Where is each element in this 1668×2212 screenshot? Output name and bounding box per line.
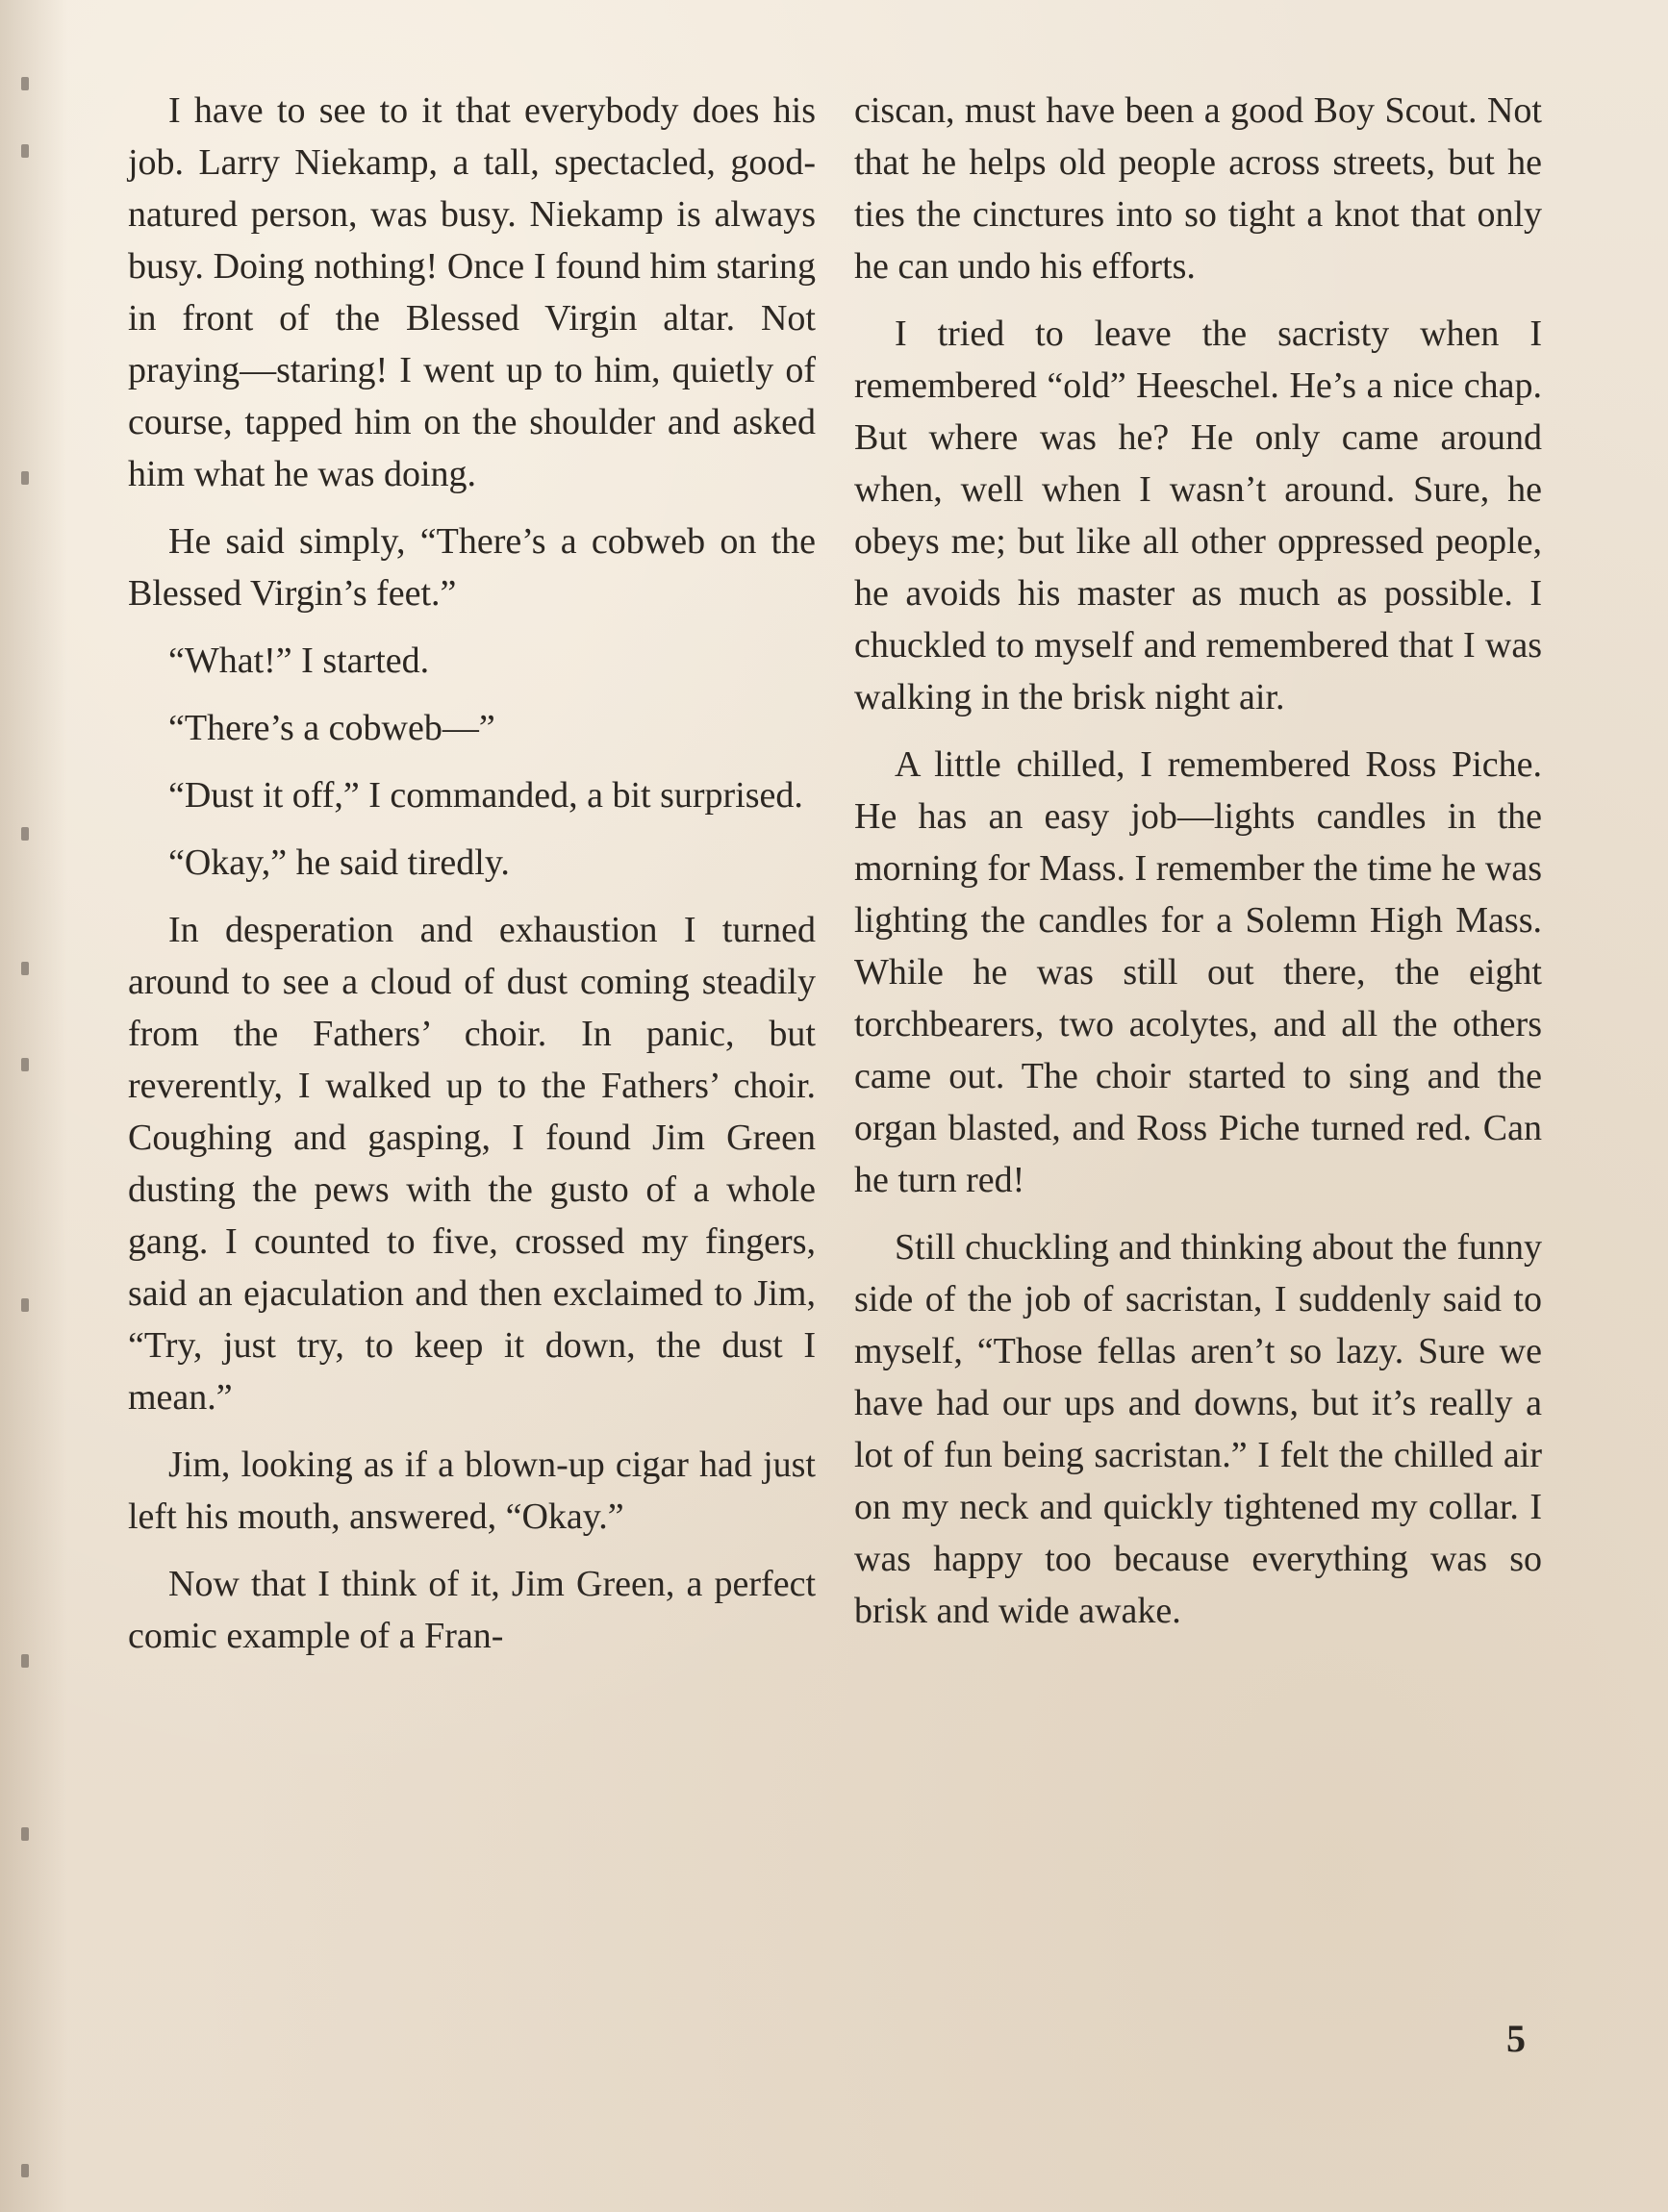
- right-text-column: [854, 85, 1542, 1652]
- margin-mark: [21, 471, 29, 485]
- paragraph: “Dust it off,” I commanded, a bit surprised.: [168, 775, 803, 816]
- paragraph: A little chilled, I remembered Ross Piche. He has an easy job—lights candles in the morning for Mass. I remember the time he was lighting the candles for a Solemn High Mass. While he was still out there, the eight torchbearers, two acolytes, and all the others came out. The choir started to sing and the organ blasted, and Ross Piche turned red. Can he turn red!: [854, 744, 1542, 1200]
- margin-mark: [21, 1298, 29, 1312]
- paragraph: “What!” I started.: [168, 641, 430, 681]
- margin-mark: [21, 2164, 29, 2177]
- paragraph: “There’s a cobweb—”: [168, 708, 495, 748]
- left-text-column: [128, 85, 816, 1677]
- paragraph: He said simply, “There’s a cobweb on the Blessed Virgin’s feet.”: [128, 521, 816, 614]
- paragraph: Still chuckling and thinking about the funny side of the job of sacristan, I suddenly said to myself, “Those fellas aren’t so lazy. Sure we have had our ups and downs, but it’s really a lot of fun being sacristan.” I felt the chilled air on my neck and quickly tightened my collar. I was happy too because everything was so brisk and wide awake.: [854, 1227, 1542, 1631]
- paragraph: In desperation and exhaustion I turned around to see a cloud of dust coming steadily from the Fathers’ choir. In panic, but reverently, I walked up to the Fathers’ choir. Coughing and gasping, I found Jim Green dusting the pews with the gusto of a whole gang. I counted to five, crossed my fingers, said an ejaculation and then exclaimed to Jim, “Try, just try, to keep it down, the dust I mean.”: [128, 910, 816, 1418]
- margin-mark: [21, 1827, 29, 1841]
- margin-mark: [21, 962, 29, 975]
- margin-mark: [21, 1058, 29, 1071]
- paragraph: “Okay,” he said tiredly.: [168, 842, 510, 883]
- margin-mark: [21, 77, 29, 90]
- paragraph: Now that I think of it, Jim Green, a perfect comic example of a Fran-: [128, 1564, 816, 1656]
- margin-mark: [21, 1654, 29, 1668]
- margin-mark: [21, 144, 29, 158]
- paragraph: I tried to leave the sacristy when I remembered “old” Heeschel. He’s a nice chap. But where was he? He only came around when, well when I wasn’t around. Sure, he obeys me; but like all other oppressed people, he avoids his master as much as possible. I chuckled to myself and remembered that I was walking in the brisk night air.: [854, 314, 1542, 717]
- paragraph: Jim, looking as if a blown-up cigar had just left his mouth, answered, “Okay.”: [128, 1445, 816, 1537]
- paragraph: ciscan, must have been a good Boy Scout. Not that he helps old people across streets, but he ties the cinctures into so tight a knot that only he can undo his efforts.: [854, 90, 1542, 287]
- page-number: 5: [1506, 2017, 1526, 2060]
- page-edge-shadow: [0, 0, 67, 2212]
- paragraph: I have to see to it that everybody does his job. Larry Niekamp, a tall, spectacled, good-natured person, was busy. Niekamp is always busy. Doing nothing! Once I found him staring in front of the Blessed Virgin altar. Not praying—staring! I went up to him, quietly of course, tapped him on the shoulder and asked him what he was doing.: [128, 90, 816, 494]
- margin-mark: [21, 827, 29, 841]
